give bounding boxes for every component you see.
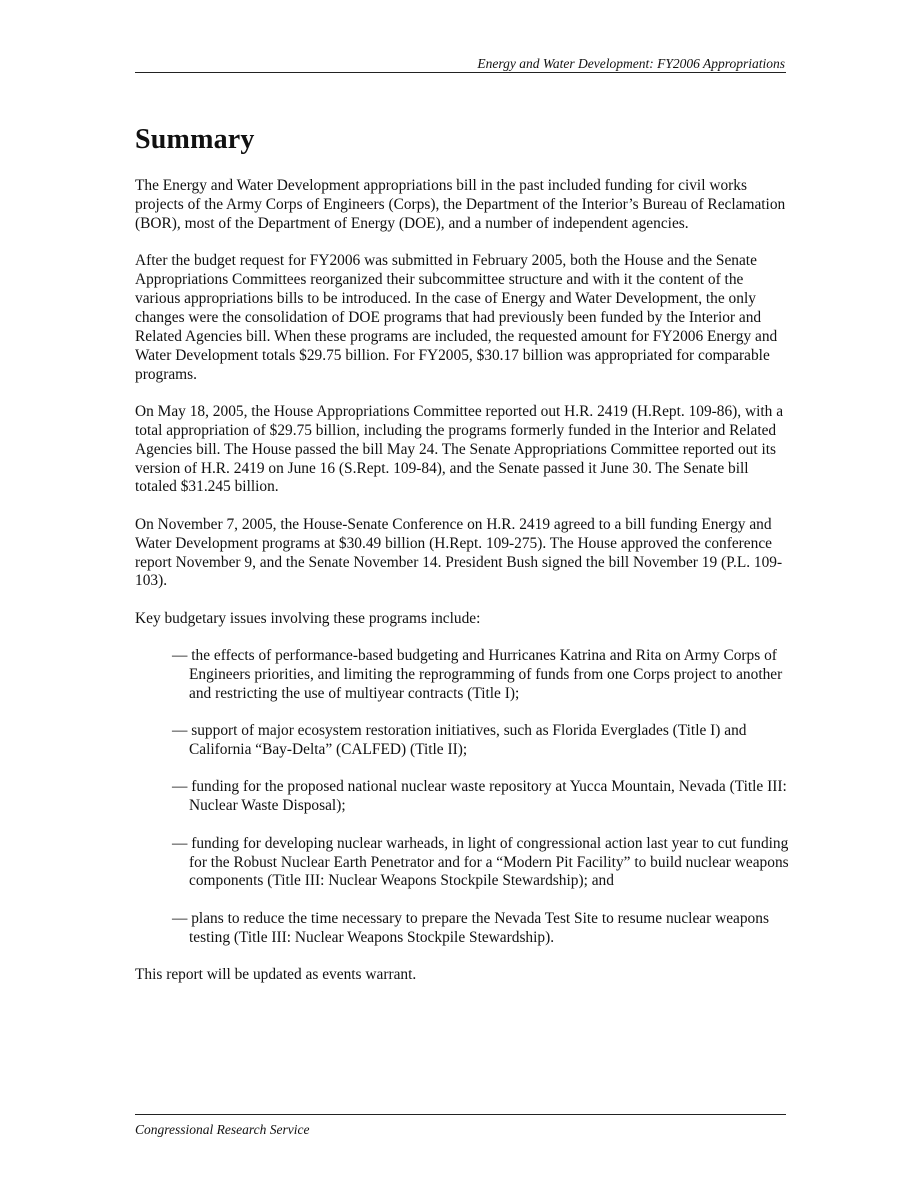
paragraph-key-issues-intro: Key budgetary issues involving these programs include: (135, 609, 481, 627)
page-title: Summary (135, 124, 255, 155)
paragraph-closing: This report will be updated as events warrant. (135, 965, 417, 983)
key-issues-list (135, 647, 790, 947)
list-item: — the effects of performance-based budgeting and Hurricanes Katrina and Rita on Army Corps of Engineers priorities, and limiting the reprogramming of funds from one Corps project to another and restricting the use of multiyear contracts (Title I); (172, 647, 783, 702)
list-item: — funding for developing nuclear warheads, in light of congressional action last year to cut funding for the Robust Nuclear Earth Penetrator and for a “Modern Pit Facility” to build nuclear weapons components (Title III: Nuclear Weapons Stockpile Stewardship); and (172, 834, 789, 890)
footer-divider (135, 1114, 786, 1115)
paragraph-house-action: On May 18, 2005, the House Appropriations Committee reported out H.R. 2419 (H.Rept. 109-86), with a total appropriation of $29.75 billion, including the programs formerly funded in the Interior and Related Agencies bill. The House passed the bill May 24. The Senate Appropriations Committee reported out its version of H.R. 2419 on June 16 (S.Rept. 109-84), and the Senate passed it June 30. The Senate bill totaled $31.245 billion. (135, 402, 784, 496)
paragraph-conference: On November 7, 2005, the House-Senate Conference on H.R. 2419 agreed to a bill funding Energy and Water Development programs at $30.49 billion (H.Rept. 109-275). The House approved the conference report November 9, and the Senate November 14. President Bush signed the bill November 19 (P.L. 109-103). (135, 515, 783, 590)
paragraph-scope: The Energy and Water Development appropriations bill in the past included funding for civil works projects of the Army Corps of Engineers (Corps), the Department of the Interior’s Bureau of Reclamation (BOR), most of the Department of Energy (DOE), and a number of independent agencies. (135, 177, 786, 232)
header-divider (135, 72, 786, 73)
summary-body (135, 177, 790, 1003)
footer-source: Congressional Research Service (135, 1122, 310, 1137)
list-item: — plans to reduce the time necessary to prepare the Nevada Test Site to resume nuclear weapons testing (Title III: Nuclear Weapons Stockpile Stewardship). (172, 909, 769, 946)
list-item: — funding for the proposed national nuclear waste repository at Yucca Mountain, Nevada (Title III: Nuclear Waste Disposal); (172, 778, 787, 815)
list-item: — support of major ecosystem restoration initiatives, such as Florida Everglades (Title I) and California “Bay-Delta” (CALFED) (Title II); (172, 722, 747, 759)
running-header: Energy and Water Development: FY2006 Appropriations (477, 56, 785, 71)
paragraph-budget-request: After the budget request for FY2006 was submitted in February 2005, both the House and the Senate Appropriations Committees reorganized their subcommittee structure and with it the content of the various appropriations bills to be introduced. In the case of Energy and Water Development, the only changes were the consolidation of DOE programs that had previously been funded by the Interior and Related Agencies bill. When these programs are included, the requested amount for FY2006 Energy and Water Development totals $29.75 billion. For FY2005, $30.17 billion was appropriated for comparable programs. (135, 252, 778, 383)
